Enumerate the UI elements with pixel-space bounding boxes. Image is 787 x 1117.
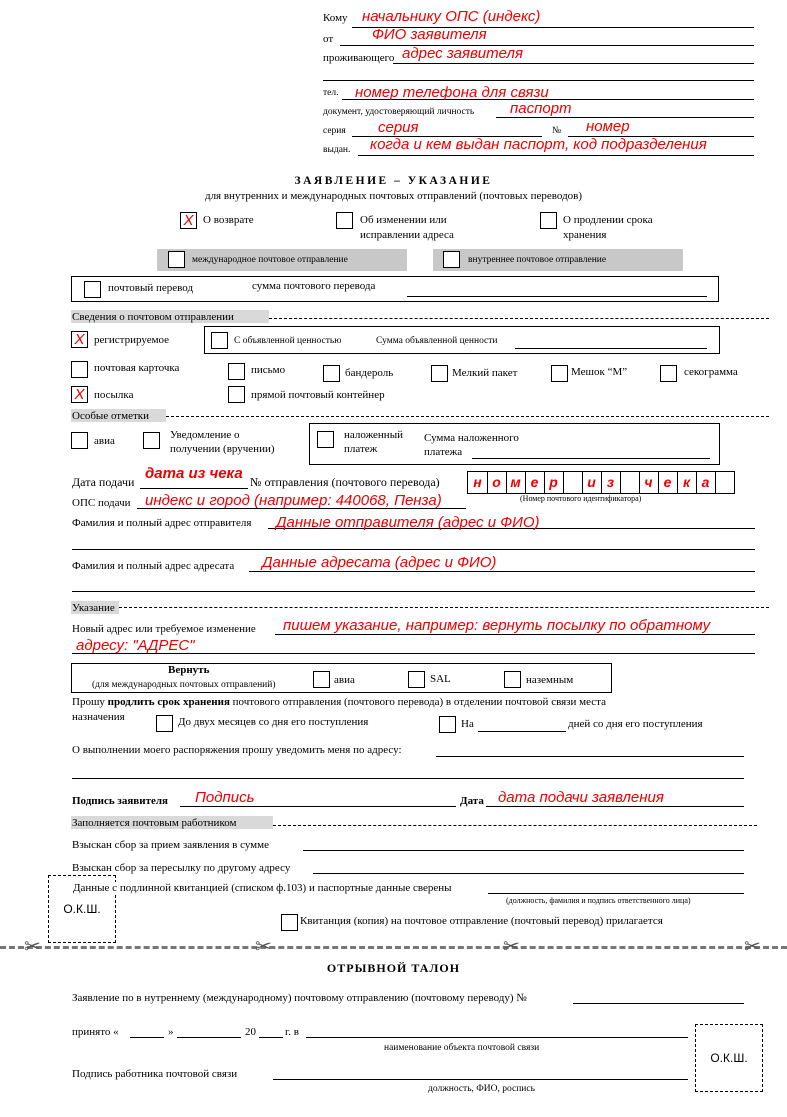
registered-label: регистрируемое: [94, 334, 170, 346]
extend-post: почтового отправления (почтового перевода) в отделении почтовой связи места: [229, 696, 606, 708]
banderol-checkbox[interactable]: [323, 365, 340, 382]
scissors-icon: ✂: [503, 936, 520, 958]
na-checkbox[interactable]: [439, 716, 456, 733]
doc-value[interactable]: паспорт: [510, 100, 572, 117]
intl-label: международное почтовое отправление: [192, 255, 348, 265]
num-caption: (Номер почтового идентификатора): [520, 494, 642, 503]
num-cell: н: [468, 472, 488, 493]
notice-checkbox[interactable]: [143, 432, 160, 449]
nomer-label: №: [552, 126, 562, 136]
notice-label-2: получении (вручении): [170, 443, 275, 455]
stub-stamp-box: О.К.Ш.: [695, 1024, 763, 1092]
recipient-label: Фамилия и полный адрес адресата: [72, 560, 235, 572]
prodlenie-checkbox[interactable]: [540, 212, 557, 229]
extend-line-2: назначения: [72, 711, 125, 723]
avia-checkbox[interactable]: [71, 432, 88, 449]
num-cell: р: [544, 472, 564, 493]
num-cell: ч: [639, 472, 659, 493]
year-prefix: 20: [245, 1026, 256, 1038]
prodlenie-label-1: О продлении срока: [563, 214, 653, 226]
num-cell: е: [658, 472, 678, 493]
extend-bold: продлить срок хранения: [107, 696, 230, 708]
parcel-mark: X: [74, 386, 85, 403]
domestic-label: внутреннее почтовое отправление: [468, 255, 607, 265]
return-avia-label: авиа: [334, 674, 355, 686]
bag-m-label: Мешок “М”: [571, 366, 628, 378]
cod-checkbox[interactable]: [317, 431, 334, 448]
verified-caption: (должность, фамилия и подпись ответственного лица): [506, 896, 691, 905]
letter-label: письмо: [251, 364, 286, 376]
sign-label: Подпись заявителя: [72, 795, 168, 807]
instruction-header: Указание: [72, 602, 115, 614]
letter-checkbox[interactable]: [228, 363, 245, 380]
summa-perevoda-label: сумма почтового перевода: [252, 280, 376, 292]
card-checkbox[interactable]: [71, 361, 88, 378]
nomer-value[interactable]: номер: [586, 118, 630, 135]
new-address-value-1[interactable]: пишем указание, например: вернуть посылку по обратному: [283, 617, 711, 634]
return-sal-checkbox[interactable]: [408, 671, 425, 688]
cod-sum-label-1: Сумма наложенного: [424, 432, 519, 444]
receipt-checkbox[interactable]: [281, 914, 298, 931]
izmenenie-label-1: Об изменении или: [360, 214, 447, 226]
num-cell: к: [677, 472, 697, 493]
vydan-value[interactable]: когда и кем выдан паспорт, код подразделения: [370, 136, 707, 153]
seria-label: серия: [323, 126, 346, 136]
postal-header: Заполняется почтовым работником: [72, 817, 237, 829]
prodlenie-label-2: хранения: [563, 229, 607, 241]
sign-date-value[interactable]: дата подачи заявления: [498, 789, 664, 806]
return-subtitle: (для международных почтовых отправлений): [92, 680, 276, 690]
stub-title: ОТРЫВНОЙ ТАЛОН: [326, 961, 461, 975]
komu-value[interactable]: начальнику ОПС (индекс): [362, 8, 541, 25]
cod-sum-label-2: платежа: [424, 446, 463, 458]
banderol-label: бандероль: [345, 367, 394, 379]
cod-label-1: наложенный: [344, 429, 403, 441]
return-avia-checkbox[interactable]: [313, 671, 330, 688]
sender-label: Фамилия и полный адрес отправителя: [72, 517, 252, 529]
stamp-box: О.К.Ш.: [48, 875, 116, 943]
ops-value[interactable]: индекс и город (например: 440068, Пенза): [145, 492, 442, 509]
vozvrat-mark: X: [183, 212, 194, 229]
notice-label-1: Уведомление о: [170, 429, 240, 441]
return-title: Вернуть: [168, 664, 210, 676]
ot-value[interactable]: ФИО заявителя: [372, 26, 487, 43]
sender-value[interactable]: Данные отправителя (адрес и ФИО): [276, 514, 540, 531]
filing-date-value[interactable]: дата из чека: [145, 465, 243, 482]
notify-label: О выполнении моего распоряжения прошу уведомить меня по адресу:: [72, 744, 402, 756]
return-ground-label: наземным: [526, 674, 574, 686]
cut-line: [0, 946, 787, 949]
worker-sign-label: Подпись работника почтовой связи: [72, 1068, 238, 1080]
vydan-label: выдан.: [323, 145, 351, 155]
num-cell: м: [506, 472, 526, 493]
ops-label: ОПС подачи: [72, 497, 131, 509]
sign-date-label: Дата: [460, 795, 484, 807]
declared-sum-label: Сумма объявленной ценности: [376, 336, 498, 346]
new-address-value-2[interactable]: адресу: "АДРЕС": [76, 637, 195, 654]
num-cell: [715, 472, 734, 493]
worker-caption: должность, ФИО, роспись: [428, 1084, 535, 1094]
extend-pre: Прошу: [72, 696, 108, 708]
sign-value[interactable]: Подпись: [195, 789, 255, 806]
stub-line-1: Заявление по в нутреннему (международному) почтовому отправлению (почтовому переводу) №: [72, 992, 527, 1004]
izmenenie-checkbox[interactable]: [336, 212, 353, 229]
container-label: прямой почтовый контейнер: [251, 389, 385, 401]
receipt-label: Квитанция (копия) на почтовое отправление (почтовый перевод) прилагается: [300, 915, 663, 927]
fee-2-label: Взыскан сбор за пересылку по другому адресу: [72, 862, 291, 874]
extend-text: [72, 696, 606, 708]
tracking-number-cells[interactable]: [467, 471, 735, 494]
num-cell: о: [487, 472, 507, 493]
new-address-label: Новый адрес или требуемое изменение: [72, 623, 256, 635]
two-months-label: До двух месяцев со дня его поступления: [178, 716, 369, 728]
form-title: ЗАЯВЛЕНИЕ – УКАЗАНИЕ: [294, 175, 493, 187]
domestic-checkbox[interactable]: [443, 251, 460, 268]
seria-value[interactable]: серия: [378, 119, 419, 136]
num-cell: [620, 472, 640, 493]
prozh-label: проживающего: [323, 52, 395, 64]
return-sal-label: SAL: [430, 673, 451, 685]
bag-m-checkbox[interactable]: [551, 365, 568, 382]
days-from-label: дней со дня его поступления: [568, 718, 703, 730]
scissors-icon: ✂: [24, 936, 41, 958]
card-label: почтовая карточка: [94, 362, 180, 374]
tel-label: тел.: [323, 88, 339, 98]
two-months-checkbox[interactable]: [156, 715, 173, 732]
secogram-label: секограмма: [684, 366, 738, 378]
filing-date-label: Дата подачи: [72, 475, 135, 489]
svedenia-header: Сведения о почтовом отправлении: [72, 311, 234, 323]
container-checkbox[interactable]: [228, 386, 245, 403]
declared-checkbox[interactable]: [211, 332, 228, 349]
komu-label: Кому: [323, 12, 348, 24]
intl-checkbox[interactable]: [168, 251, 185, 268]
declared-label: С объявленной ценностью: [234, 336, 342, 346]
num-cell: з: [601, 472, 621, 493]
cod-label-2: платеж: [344, 443, 378, 455]
avia-label: авиа: [94, 435, 115, 447]
registered-mark: X: [74, 331, 85, 348]
num-cell: е: [525, 472, 545, 493]
na-label: На: [461, 718, 474, 730]
scissors-icon: ✂: [255, 936, 272, 958]
form-subtitle: для внутренних и международных почтовых отправлений (почтовых переводов): [204, 190, 583, 202]
prozh-value[interactable]: адрес заявителя: [402, 45, 523, 62]
scissors-icon: ✂: [744, 936, 761, 958]
num-label: № отправления (почтового перевода): [250, 475, 440, 489]
num-cell: и: [582, 472, 602, 493]
secogram-checkbox[interactable]: [660, 365, 677, 382]
g-v-label: г. в: [285, 1026, 299, 1038]
fee-1-label: Взыскан сбор за прием заявления в сумме: [72, 839, 269, 851]
verified-label: Данные с подлинной квитанцией (списком ф.103) и паспортные данные сверены: [73, 882, 452, 894]
tel-value[interactable]: номер телефона для связи: [355, 84, 549, 101]
recipient-value[interactable]: Данные адресата (адрес и ФИО): [262, 554, 497, 571]
doc-label: документ, удостоверяющий личность: [323, 107, 475, 117]
accepted-label: принято «: [72, 1026, 119, 1038]
perevod-checkbox[interactable]: [84, 281, 101, 298]
num-cell: а: [696, 472, 716, 493]
ot-label: от: [323, 33, 334, 45]
parcel-label: посылка: [94, 389, 134, 401]
quote-close: »: [168, 1026, 174, 1038]
facility-caption: наименование объекта почтовой связи: [384, 1043, 540, 1053]
perevod-label: почтовый перевод: [108, 282, 194, 294]
special-header: Особые отметки: [72, 410, 149, 422]
small-packet-checkbox[interactable]: [431, 365, 448, 382]
izmenenie-label-2: исправлении адреса: [360, 229, 454, 241]
small-packet-label: Мелкий пакет: [452, 367, 518, 379]
return-ground-checkbox[interactable]: [504, 671, 521, 688]
vozvrat-label: О возврате: [203, 214, 254, 226]
num-cell: [563, 472, 583, 493]
